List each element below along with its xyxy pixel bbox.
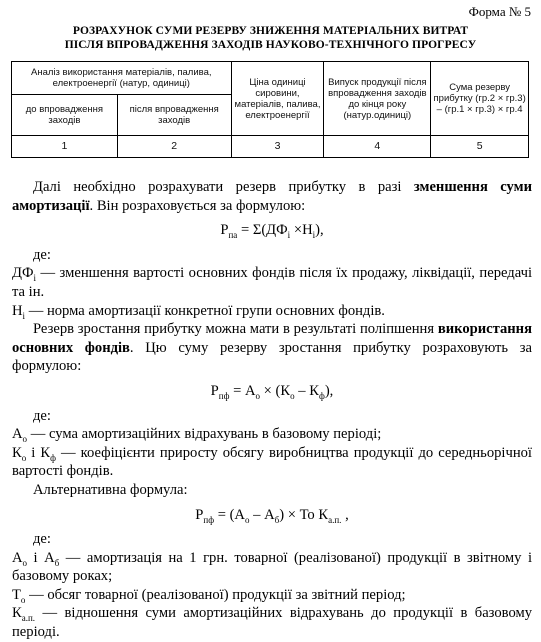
column-number: 2 (117, 136, 231, 158)
definition-ni: $Н_і$ — норма амортизації конкретної групи основних фондів. (12, 302, 385, 321)
form-title-line-1: РОЗРАХУНОК СУМИ РЕЗЕРВУ ЗНИЖЕННЯ МАТЕРІАЛЬНИХ ВИТРАТ (72, 25, 469, 37)
form-label: Форма № 5 (468, 4, 531, 19)
header-output: Випуск продукції після впровадження заходів до кінця року (натур.одиниці) (324, 62, 431, 136)
body-text (12, 178, 532, 642)
header-reserve-sum: Сума резерву прибутку (гр.2 × гр.3) – (гр.1 × гр.3) × гр.4 (431, 62, 529, 136)
definition-to: $Т_о$ — обсяг товарної (реалізованої) продукції за звітний період; (12, 586, 406, 605)
definition-ko-kf: $К_о$ і $К_ф$ — коефіцієнти приросту обсягу виробництва продукції до середньорічної вартості фондів. (12, 444, 532, 480)
where-label: де: (33, 531, 51, 548)
reserve-table (11, 61, 529, 158)
where-label: де: (33, 246, 51, 263)
column-number: 5 (431, 136, 529, 158)
header-before: до впровадження заходів (12, 95, 118, 136)
definition-dfi: $ДФ_і$ — зменшення вартості основних фондів після їх продажу, ліквідації, передачі та ін. (12, 265, 532, 300)
header-after: після впровадження заходів (117, 95, 231, 136)
paragraph-fixed-assets: Резерв зростання прибутку можна мати в результаті поліпшення використання основних фондів. Цю суму резерву зростання прибутку розраховують за формулою: (12, 321, 532, 375)
header-price: Ціна одиниці сировини, матеріалів, палива, електроенергії (231, 62, 324, 136)
where-label: де: (33, 407, 51, 424)
paragraph-amortization-intro: Далі необхідно розрахувати резерв прибутку в разі зменшення суми амортизації. Він розраховується за формулою: (12, 179, 532, 214)
alternative-formula-label: Альтернативна формула: (33, 481, 188, 498)
definition-ao: $А_о$ — сума амортизаційних відрахувань в базовому періоді; (12, 426, 382, 445)
column-number: 4 (324, 136, 431, 158)
formula-rpf-1: $Р_{пф} = А_о \times (К_о - К_ф)$, (210, 382, 334, 401)
column-number: 3 (231, 136, 324, 158)
definition-ao-ab: $А_о$ і $А_б$ — амортизація на 1 грн. товарної (реалізованої) продукції в звітному і базовому роках; (12, 549, 533, 585)
formula-rpa: $Р_{па} = \Sigma(ДФ_і \times Н_і)$, (220, 222, 324, 241)
definition-kap: $К_{а.п.}$ — відношення суми амортизаційних відрахувань до продукції в базовому періоді. (12, 605, 532, 641)
column-number: 1 (12, 136, 118, 158)
header-analysis: Аналіз використання матеріалів, палива, електроенергії (натур, одиниці) (12, 62, 232, 95)
form-title-line-2: ПІСЛЯ ВПРОВАДЖЕННЯ ЗАХОДІВ НАУКОВО-ТЕХНІЧНОГО ПРОГРЕСУ (64, 39, 477, 51)
formula-rpf-2: $Р_{пф} = (А_о - А_б)$ × То $К_{а.п.}$ , (195, 506, 349, 525)
